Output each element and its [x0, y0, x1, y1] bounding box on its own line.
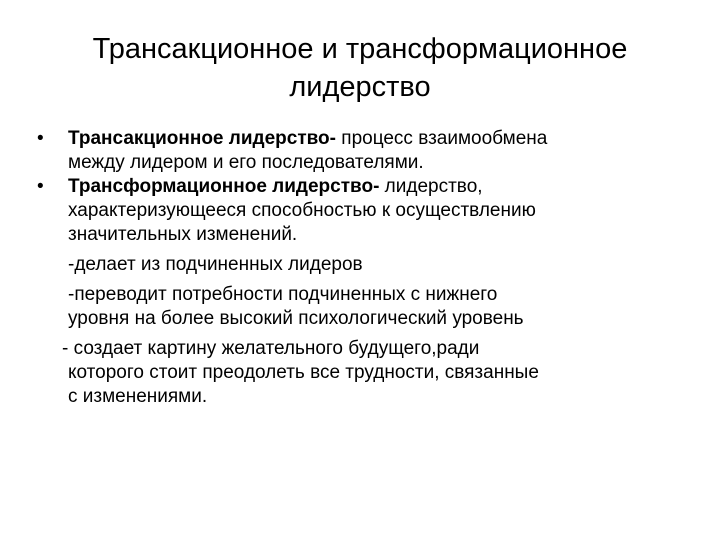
bullet-transactional — [0, 127, 688, 175]
title-line-2: лидерство — [289, 71, 431, 103]
slide-title — [40, 30, 680, 106]
bullet-transformational — [0, 175, 688, 247]
term-transformational: Трансформационное лидерство- — [68, 176, 380, 197]
definition-line: между лидером и его последователями. — [68, 152, 424, 173]
bullet-line — [68, 127, 688, 151]
definition-start: процесс взаимообмена — [336, 128, 548, 149]
bullet-line — [68, 175, 688, 199]
point-leaders: -делает из подчиненных лидеров — [68, 254, 363, 275]
point-vision-line-2: которого стоит преодолеть все трудности, связанные — [68, 362, 539, 383]
bullet-marker: • — [37, 176, 44, 197]
definition-line: значительных изменений. — [68, 224, 298, 245]
point-vision-line-1: - создает картину желательного будущего,ради — [62, 338, 480, 359]
bullet-marker: • — [37, 128, 44, 149]
definition-start: лидерство, — [379, 176, 483, 197]
definition-line: характеризующееся способностью к осуществлению — [68, 200, 536, 221]
term-transactional: Трансакционное лидерство- — [68, 128, 336, 149]
point-vision-line-3: с изменениями. — [68, 386, 208, 407]
slide-body — [0, 127, 720, 409]
title-line-1: Трансакционное и трансформационное — [92, 33, 628, 65]
point-needs-line-2: уровня на более высокий психологический уровень — [68, 308, 524, 329]
point-needs-line-1: -переводит потребности подчиненных с нижнего — [68, 284, 498, 305]
